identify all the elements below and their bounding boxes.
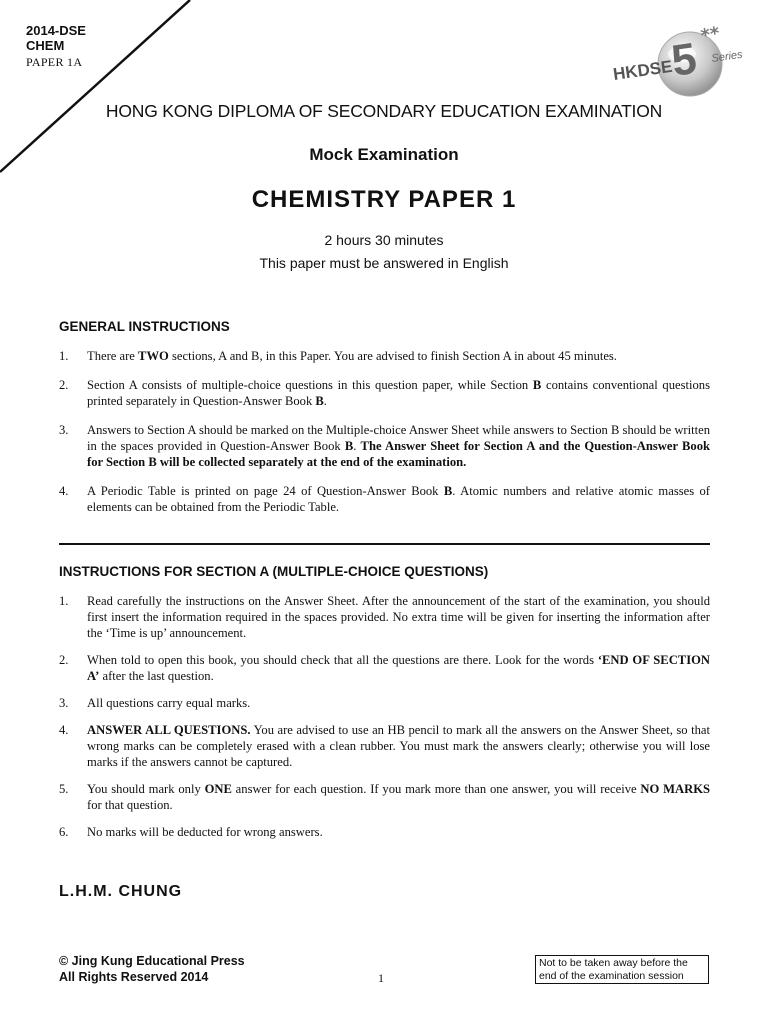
instruction-text: You are advised to use an HB pencil to mark all the answers on the Answer Sheet, so that wrong marks can be completely erased with a clean rubber. You must mark the answers clearly; otherwise you will lose marks if the answers cannot be captured.	[87, 723, 710, 769]
instruction-text: after the last question.	[99, 669, 214, 683]
instruction-text: No marks will be deducted for wrong answers.	[87, 825, 323, 839]
instruction-text: sections, A and B, in this Paper. You are advised to finish Section A in about 45 minutes.	[168, 349, 617, 363]
instruction-item	[59, 348, 710, 364]
instruction-number: 4.	[59, 723, 69, 737]
logo-star-icon: **	[699, 22, 722, 47]
instruction-number: 5.	[59, 782, 69, 796]
subject-code: CHEM	[26, 38, 65, 53]
notice-line-2: end of the examination session	[539, 969, 684, 982]
section-a-instructions-heading: INSTRUCTIONS FOR SECTION A (MULTIPLE-CHOICE QUESTIONS)	[59, 564, 489, 579]
instruction-emphasis: ‘END OF SECTION A’	[87, 653, 710, 683]
copyright-block	[59, 953, 245, 985]
instruction-number: 1.	[59, 349, 69, 363]
instruction-text: When told to open this book, you should check that all the questions are there. Look for the words	[87, 653, 598, 667]
instruction-number: 2.	[59, 653, 69, 667]
instruction-text: Answers to Section A should be marked on the Multiple-choice Answer Sheet while answers to Section B should be written in the spaces provided in Question-Answer Book	[87, 423, 710, 453]
examination-title: HONG KONG DIPLOMA OF SECONDARY EDUCATION EXAMINATION	[105, 101, 663, 121]
instruction-item	[59, 422, 710, 470]
general-instructions-heading: GENERAL INSTRUCTIONS	[59, 319, 230, 334]
hkdse-5-star-series-logo	[590, 14, 750, 104]
general-instructions-list	[59, 348, 710, 515]
instruction-text: A Periodic Table is printed on page 24 of Question-Answer Book	[87, 484, 444, 498]
paper-code-block	[26, 23, 86, 70]
page-number: 1	[378, 971, 384, 985]
exam-duration: 2 hours 30 minutes	[324, 232, 444, 248]
instruction-item	[59, 652, 710, 684]
instruction-number: 2.	[59, 378, 69, 392]
copyright-rights: All Rights Reserved 2014	[59, 970, 209, 984]
instruction-item	[59, 695, 710, 711]
instruction-item	[59, 593, 710, 641]
instruction-emphasis: B	[315, 394, 324, 408]
instruction-number: 3.	[59, 423, 69, 437]
instruction-text: contains conventional questions printed separately in Question-Answer Book	[87, 378, 710, 408]
instruction-number: 4.	[59, 484, 69, 498]
author-name: L.H.M. CHUNG	[59, 883, 183, 900]
logo-text-series: Series	[710, 48, 744, 65]
instruction-number: 3.	[59, 696, 69, 710]
instruction-text: Read carefully the instructions on the Answer Sheet. After the announcement of the start of the examination, you should first insert the information required in the spaces provided. No extra time will be given for inserting the information after the ‘Time is up’ announcement.	[87, 594, 710, 640]
language-instruction: This paper must be answered in English	[259, 255, 509, 271]
instruction-text: answer for each question. If you mark more than one answer, you will receive	[231, 782, 641, 796]
paper-title: CHEMISTRY PAPER 1	[251, 186, 517, 213]
instruction-text: .	[353, 439, 361, 453]
instruction-item	[59, 781, 710, 813]
instruction-number: 6.	[59, 825, 69, 839]
instruction-text: You should mark only	[87, 782, 205, 796]
instruction-item	[59, 377, 710, 409]
logo-text-hkdse: HKDSE	[611, 56, 674, 84]
section-a-instructions-list	[59, 593, 710, 840]
instruction-emphasis: B	[443, 484, 453, 498]
copyright-publisher: © Jing Kung Educational Press	[59, 954, 245, 968]
exam-year-code: 2014-DSE	[26, 23, 86, 38]
instruction-emphasis: NO MARKS	[640, 782, 711, 796]
instruction-emphasis: ANSWER ALL QUESTIONS.	[87, 723, 251, 737]
instruction-text: for that question.	[87, 798, 173, 812]
instruction-text: Section A consists of multiple-choice questions in this question paper, while Section	[87, 378, 533, 392]
instruction-text: All questions carry equal marks.	[87, 696, 251, 710]
notice-line-1: Not to be taken away before the	[539, 957, 688, 969]
instruction-emphasis: B	[532, 378, 542, 392]
instruction-emphasis: B	[344, 439, 354, 453]
take-away-notice-box	[535, 955, 709, 984]
instruction-item	[59, 483, 710, 515]
instruction-emphasis: TWO	[138, 349, 169, 363]
instruction-item	[59, 722, 710, 770]
instruction-item	[59, 824, 710, 840]
paper-code: PAPER 1A	[26, 55, 83, 69]
instruction-text: . Atomic numbers and relative atomic masses of elements can be obtained from the Periodic Table.	[87, 484, 710, 514]
logo-digit: 5	[668, 33, 700, 86]
instruction-emphasis: The Answer Sheet for Section A and the Question-Answer Book for Section B will be collected separately at the end of the examination.	[87, 439, 711, 469]
section-divider	[59, 543, 710, 545]
instruction-emphasis: ONE	[204, 782, 232, 796]
instruction-text: There are	[87, 349, 139, 363]
mock-examination-label: Mock Examination	[309, 145, 459, 164]
instruction-number: 1.	[59, 594, 69, 608]
instruction-text: .	[323, 394, 327, 408]
